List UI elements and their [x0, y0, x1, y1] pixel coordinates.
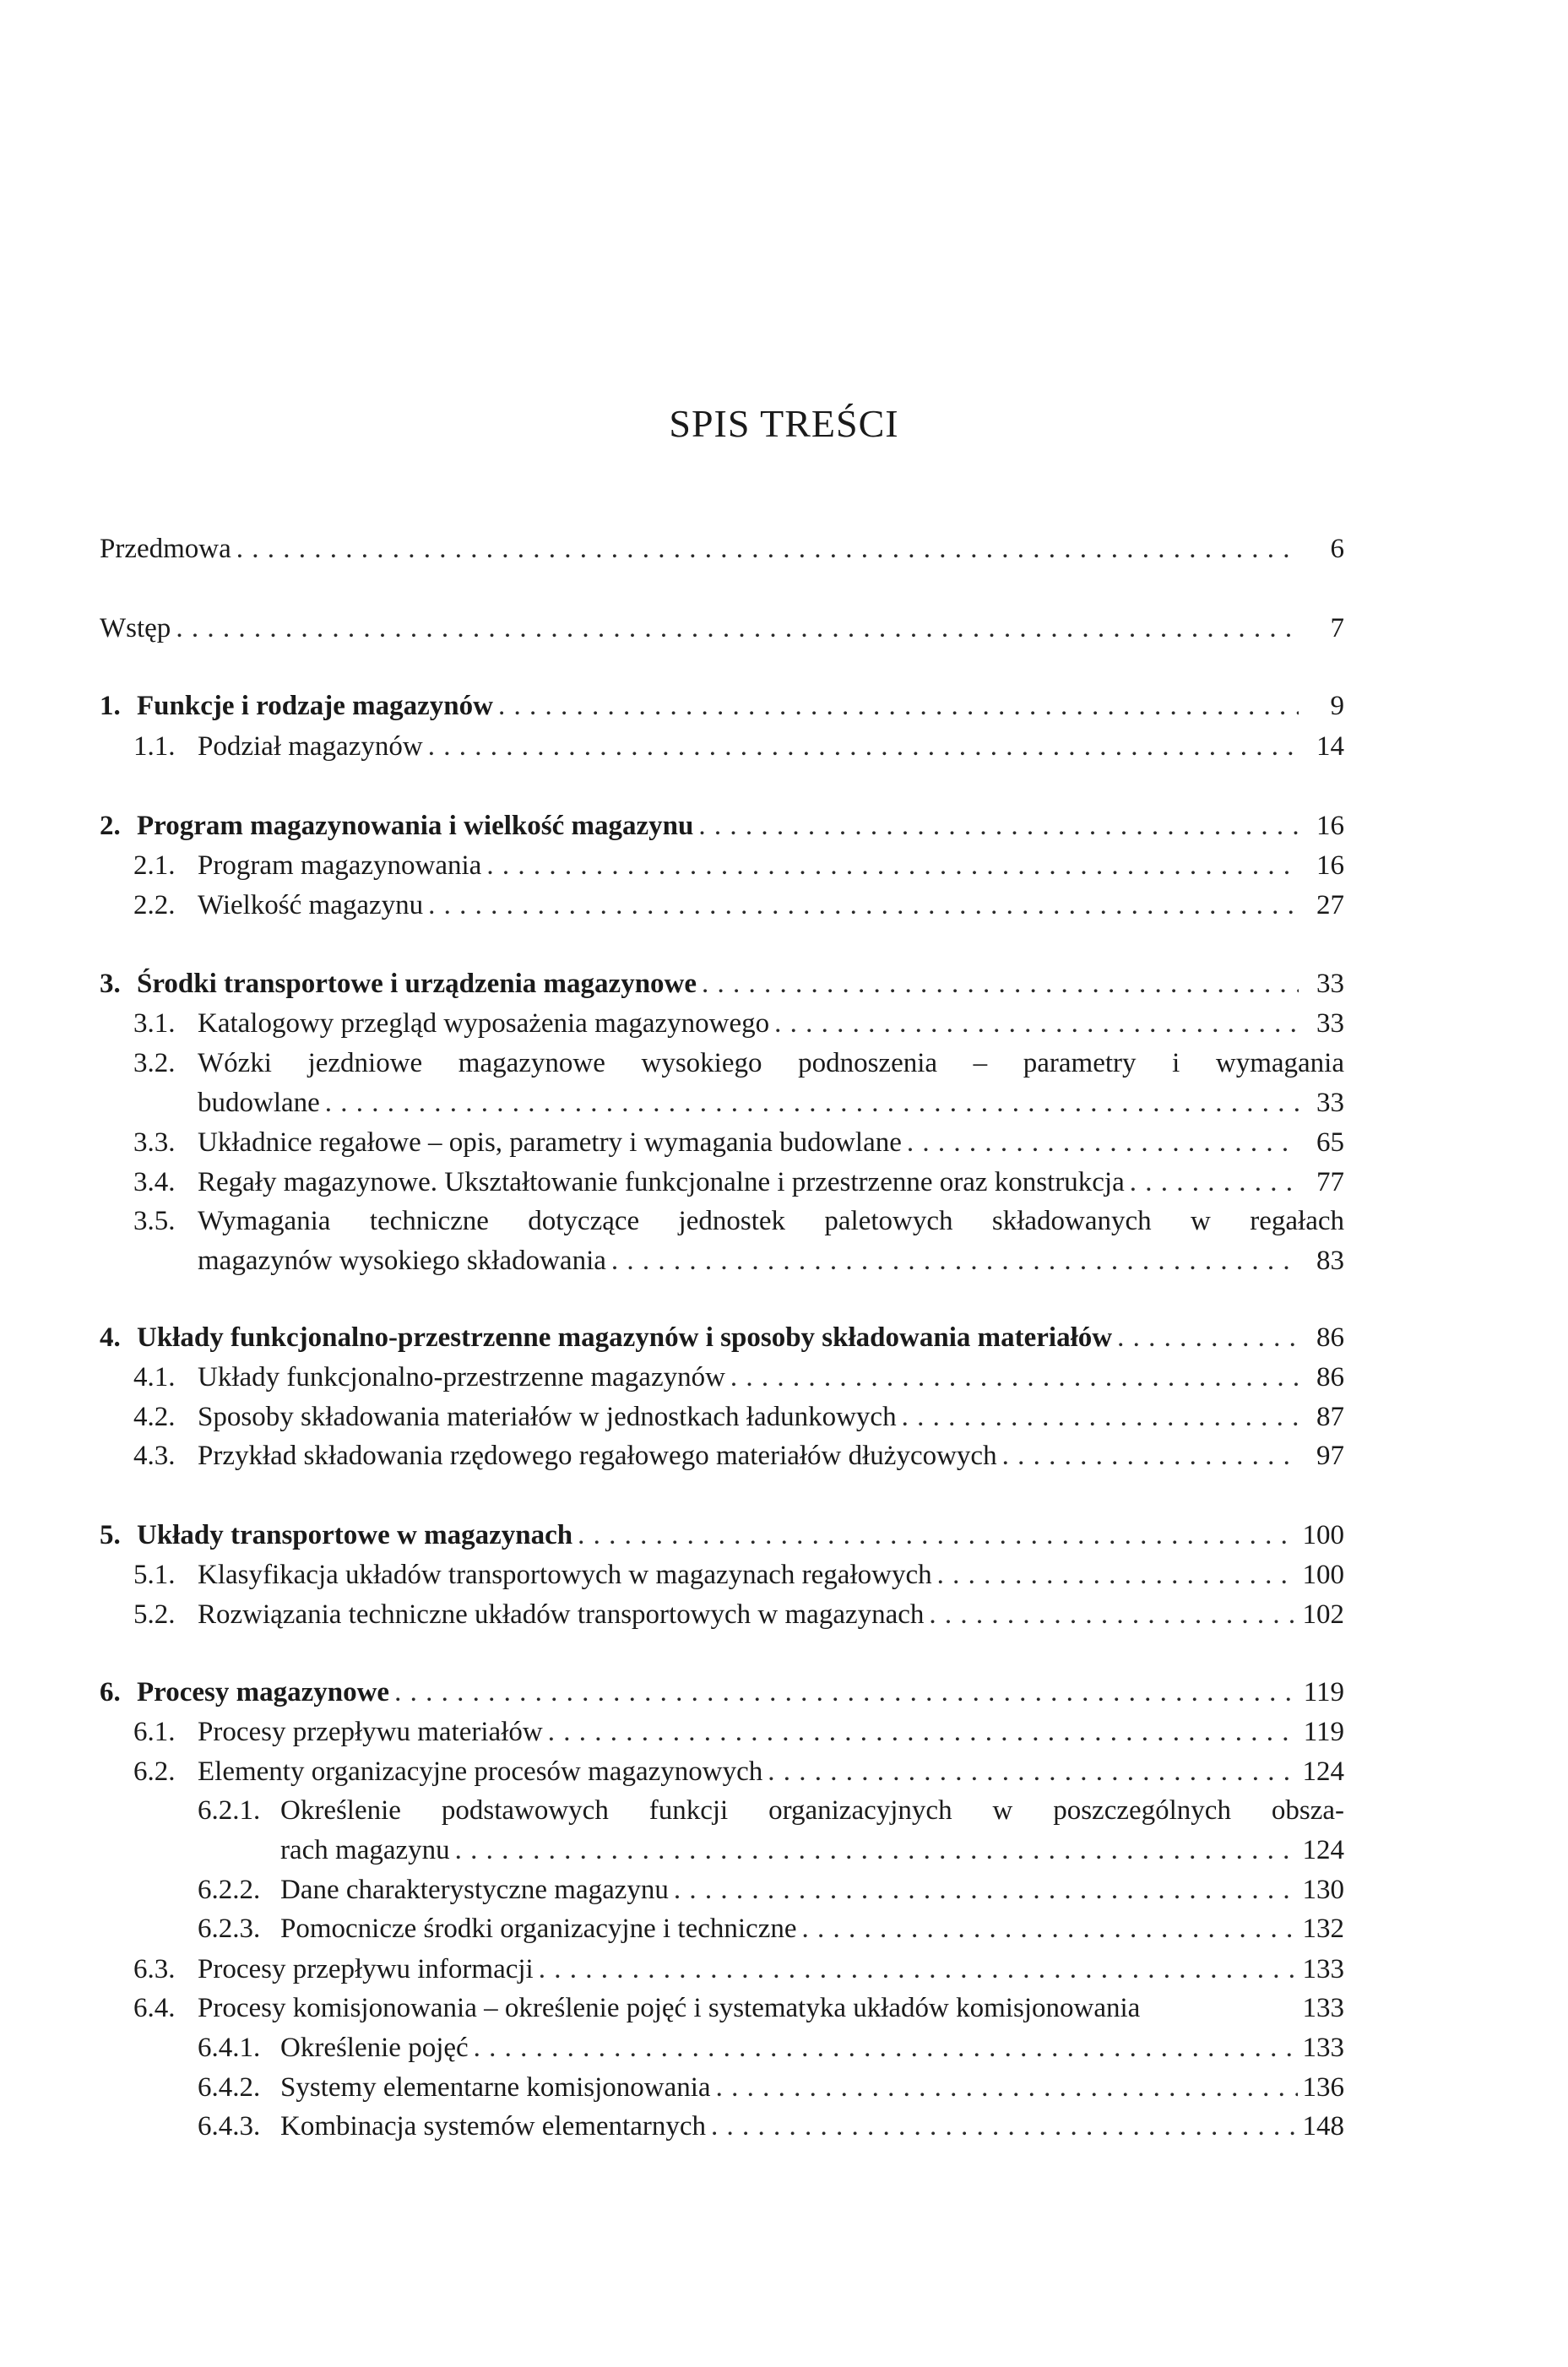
toc-entry-number: 6.2. [133, 1756, 176, 1787]
toc-entry-number: 3.1. [133, 1008, 176, 1039]
leader-dots [539, 1951, 1298, 1988]
toc-entry-number: 3.2. [133, 1048, 176, 1078]
toc-entry-number: 5.2. [133, 1599, 176, 1630]
leader-dots [698, 807, 1299, 844]
toc-entry-number: 4. [100, 1322, 121, 1353]
toc-entry-title: Regały magazynowe. Ukształtowanie funkcjonalne i przestrzenne oraz konstrukcja [198, 1167, 1125, 1197]
toc-entry-title: Układnice regałowe – opis, parametry i wymagania budowlane [198, 1127, 902, 1158]
toc-section-3-5 [133, 1203, 1344, 1282]
toc-entry-number: 6.4.1. [198, 2033, 261, 2063]
toc-entry-title: Kombinacja systemów elementarnych [280, 2111, 707, 2142]
toc-entry-number: 6.2.3. [198, 1914, 261, 1944]
leader-dots [929, 1596, 1297, 1633]
toc-entry-number: 6.3. [133, 1954, 176, 1984]
toc-entry-page: 14 [1316, 731, 1344, 762]
toc-entry-title: Wstęp [100, 613, 171, 643]
toc-entry-title: Przedmowa [100, 534, 231, 564]
toc-entry-page: 148 [1302, 2111, 1344, 2142]
toc-entry-title: Sposoby składowania materiałów w jednostkach ładunkowych [198, 1402, 897, 1432]
leader-dots [428, 887, 1299, 924]
toc-entry-number: 4.1. [133, 1362, 176, 1393]
leader-dots [474, 2029, 1298, 2066]
leader-dots [325, 1084, 1299, 1121]
toc-entry-page: 33 [1316, 1008, 1344, 1039]
leader-dots [907, 1124, 1299, 1161]
toc-entry-page: 86 [1316, 1362, 1344, 1393]
toc-entry-page: 119 [1303, 1717, 1344, 1747]
leader-dots [455, 1832, 1298, 1869]
toc-entry-title: Procesy magazynowe [137, 1677, 390, 1707]
toc-entry-title: Program magazynowania i wielkość magazynu [137, 811, 694, 841]
toc-entry-title: Katalogowy przegląd wyposażenia magazynowego [198, 1008, 770, 1039]
toc-entry-title: Układy funkcjonalno-przestrzenne magazynów i sposoby składowania materiałów [137, 1322, 1113, 1353]
toc-entry-page: 87 [1316, 1402, 1344, 1432]
toc-entry-page: 27 [1316, 890, 1344, 920]
toc-entry-page: 7 [1330, 613, 1344, 643]
toc-entry-number: 3.5. [133, 1206, 176, 1236]
toc-entry-page: 97 [1316, 1441, 1344, 1471]
toc-entry-number: 1. [100, 691, 121, 721]
toc-entry-page: 77 [1316, 1167, 1344, 1197]
toc-subsection-6-2-1 [198, 1792, 1344, 1871]
toc-entry-title-continued: budowlane [198, 1088, 320, 1118]
toc-entry-page: 133 [1302, 1954, 1344, 1984]
toc-entry-title-continued: magazynów wysokiego składowania [198, 1246, 606, 1276]
leader-dots [674, 1871, 1298, 1908]
leader-dots [937, 1556, 1298, 1593]
page-title: SPIS TREŚCI [669, 402, 899, 445]
toc-entry-page: 124 [1302, 1835, 1344, 1865]
leader-dots [611, 1242, 1299, 1279]
leader-dots [702, 965, 1299, 1002]
leader-dots [486, 847, 1299, 884]
toc-entry-page: 16 [1316, 850, 1344, 881]
toc-entry-title: Określenie podstawowych funkcji organizacyjnych w poszczególnych obsza- [280, 1795, 1344, 1826]
toc-entry-title: Pomocnicze środki organizacyjne i techniczne [280, 1914, 797, 1944]
toc-entry-number: 4.3. [133, 1441, 176, 1471]
leader-dots [774, 1005, 1299, 1042]
toc-entry-page: 33 [1316, 1088, 1344, 1118]
leader-dots [716, 2069, 1298, 2106]
toc-entry-number: 3.3. [133, 1127, 176, 1158]
toc-entry-page: 133 [1302, 2033, 1344, 2063]
toc-entry-number: 6.4.3. [198, 2111, 261, 2142]
toc-entry-title: Procesy przepływu materiałów [198, 1717, 543, 1747]
toc-entry-number: 6.1. [133, 1717, 176, 1747]
toc-entry-title: Układy funkcjonalno-przestrzenne magazynów [198, 1362, 725, 1393]
toc-entry-title: Rozwiązania techniczne układów transportowych w magazynach [198, 1599, 925, 1630]
toc-entry-title: Elementy organizacyjne procesów magazynowych [198, 1756, 763, 1787]
toc-entry-number: 6. [100, 1677, 121, 1707]
toc-entry-number: 5.1. [133, 1560, 176, 1590]
leader-dots [711, 2108, 1297, 2145]
toc-entry-page: 16 [1316, 811, 1344, 841]
toc-entry-title: Dane charakterystyczne magazynu [280, 1875, 669, 1905]
toc-entry-title: Układy transportowe w magazynach [137, 1520, 573, 1550]
toc-entry-title: Procesy przepływu informacji [198, 1954, 534, 1984]
leader-dots [768, 1753, 1297, 1790]
toc-entry-number: 6.2.2. [198, 1875, 261, 1905]
toc-entry-title: Środki transportowe i urządzenia magazynowe [137, 969, 697, 999]
toc-entry-title: Określenie pojęć [280, 2033, 469, 2063]
toc-entry-number: 2.1. [133, 850, 176, 881]
toc-entry-page: 86 [1316, 1322, 1344, 1353]
toc-entry-number: 3. [100, 969, 121, 999]
toc-entry-title: Program magazynowania [198, 850, 482, 881]
leader-dots [394, 1674, 1299, 1711]
toc-entry-number: 6.4. [133, 1993, 176, 2023]
toc-entry-number: 5. [100, 1520, 121, 1550]
toc-entry-title: Funkcje i rodzaje magazynów [137, 691, 493, 721]
toc-entry-title: Podział magazynów [198, 731, 423, 762]
toc-entry-page: 65 [1316, 1127, 1344, 1158]
toc-entry-title: Systemy elementarne komisjonowania [280, 2072, 711, 2103]
toc-entry-number: 3.4. [133, 1167, 176, 1197]
toc-entry-page: 83 [1316, 1246, 1344, 1276]
leader-dots [1117, 1319, 1299, 1356]
toc-entry-title: Klasyfikacja układów transportowych w magazynach regałowych [198, 1560, 932, 1590]
toc-entry-number: 2.2. [133, 890, 176, 920]
toc-entry-title: Wózki jezdniowe magazynowe wysokiego podnoszenia – parametry i wymagania [198, 1048, 1344, 1078]
toc-entry-title: Wymagania techniczne dotyczące jednostek paletowych składowanych w regałach [198, 1206, 1344, 1236]
toc-entry-number: 6.4.2. [198, 2072, 261, 2103]
toc-entry-page: 136 [1302, 2072, 1344, 2103]
leader-dots [236, 530, 1299, 567]
leader-dots [730, 1359, 1299, 1396]
toc-entry-number: 2. [100, 811, 121, 841]
toc-entry-title-continued: rach magazynu [280, 1835, 450, 1865]
toc-entry-page: 133 [1302, 1993, 1344, 2023]
toc-entry-page: 100 [1302, 1520, 1344, 1550]
leader-dots [902, 1398, 1299, 1436]
leader-dots [498, 687, 1299, 725]
toc-entry-title: Procesy komisjonowania – określenie pojęć i systematyka układów komisjonowania [198, 1993, 1141, 2023]
leader-dots [1130, 1164, 1299, 1201]
toc-entry-number: 1.1. [133, 731, 176, 762]
toc-entry-page: 124 [1302, 1756, 1344, 1787]
toc-entry-title: Przykład składowania rzędowego regałowego materiałów dłużycowych [198, 1441, 997, 1471]
leader-dots [578, 1517, 1297, 1554]
leader-dots [176, 610, 1299, 647]
leader-dots [801, 1910, 1297, 1947]
toc-section-3-2 [133, 1045, 1344, 1124]
toc-entry-page: 100 [1302, 1560, 1344, 1590]
toc-entry-number: 4.2. [133, 1402, 176, 1432]
toc-entry-title: Wielkość magazynu [198, 890, 424, 920]
toc-entry-page: 132 [1302, 1914, 1344, 1944]
toc-entry-page: 33 [1316, 969, 1344, 999]
toc-entry-page: 6 [1330, 534, 1344, 564]
leader-dots [428, 728, 1299, 765]
toc-entry-page: 119 [1303, 1677, 1344, 1707]
toc-entry-page: 102 [1302, 1599, 1344, 1630]
toc-entry-number: 6.2.1. [198, 1795, 261, 1826]
toc-entry-page: 130 [1302, 1875, 1344, 1905]
leader-dots [548, 1713, 1299, 1751]
leader-dots [1002, 1437, 1299, 1474]
toc-entry-page: 9 [1330, 691, 1344, 721]
